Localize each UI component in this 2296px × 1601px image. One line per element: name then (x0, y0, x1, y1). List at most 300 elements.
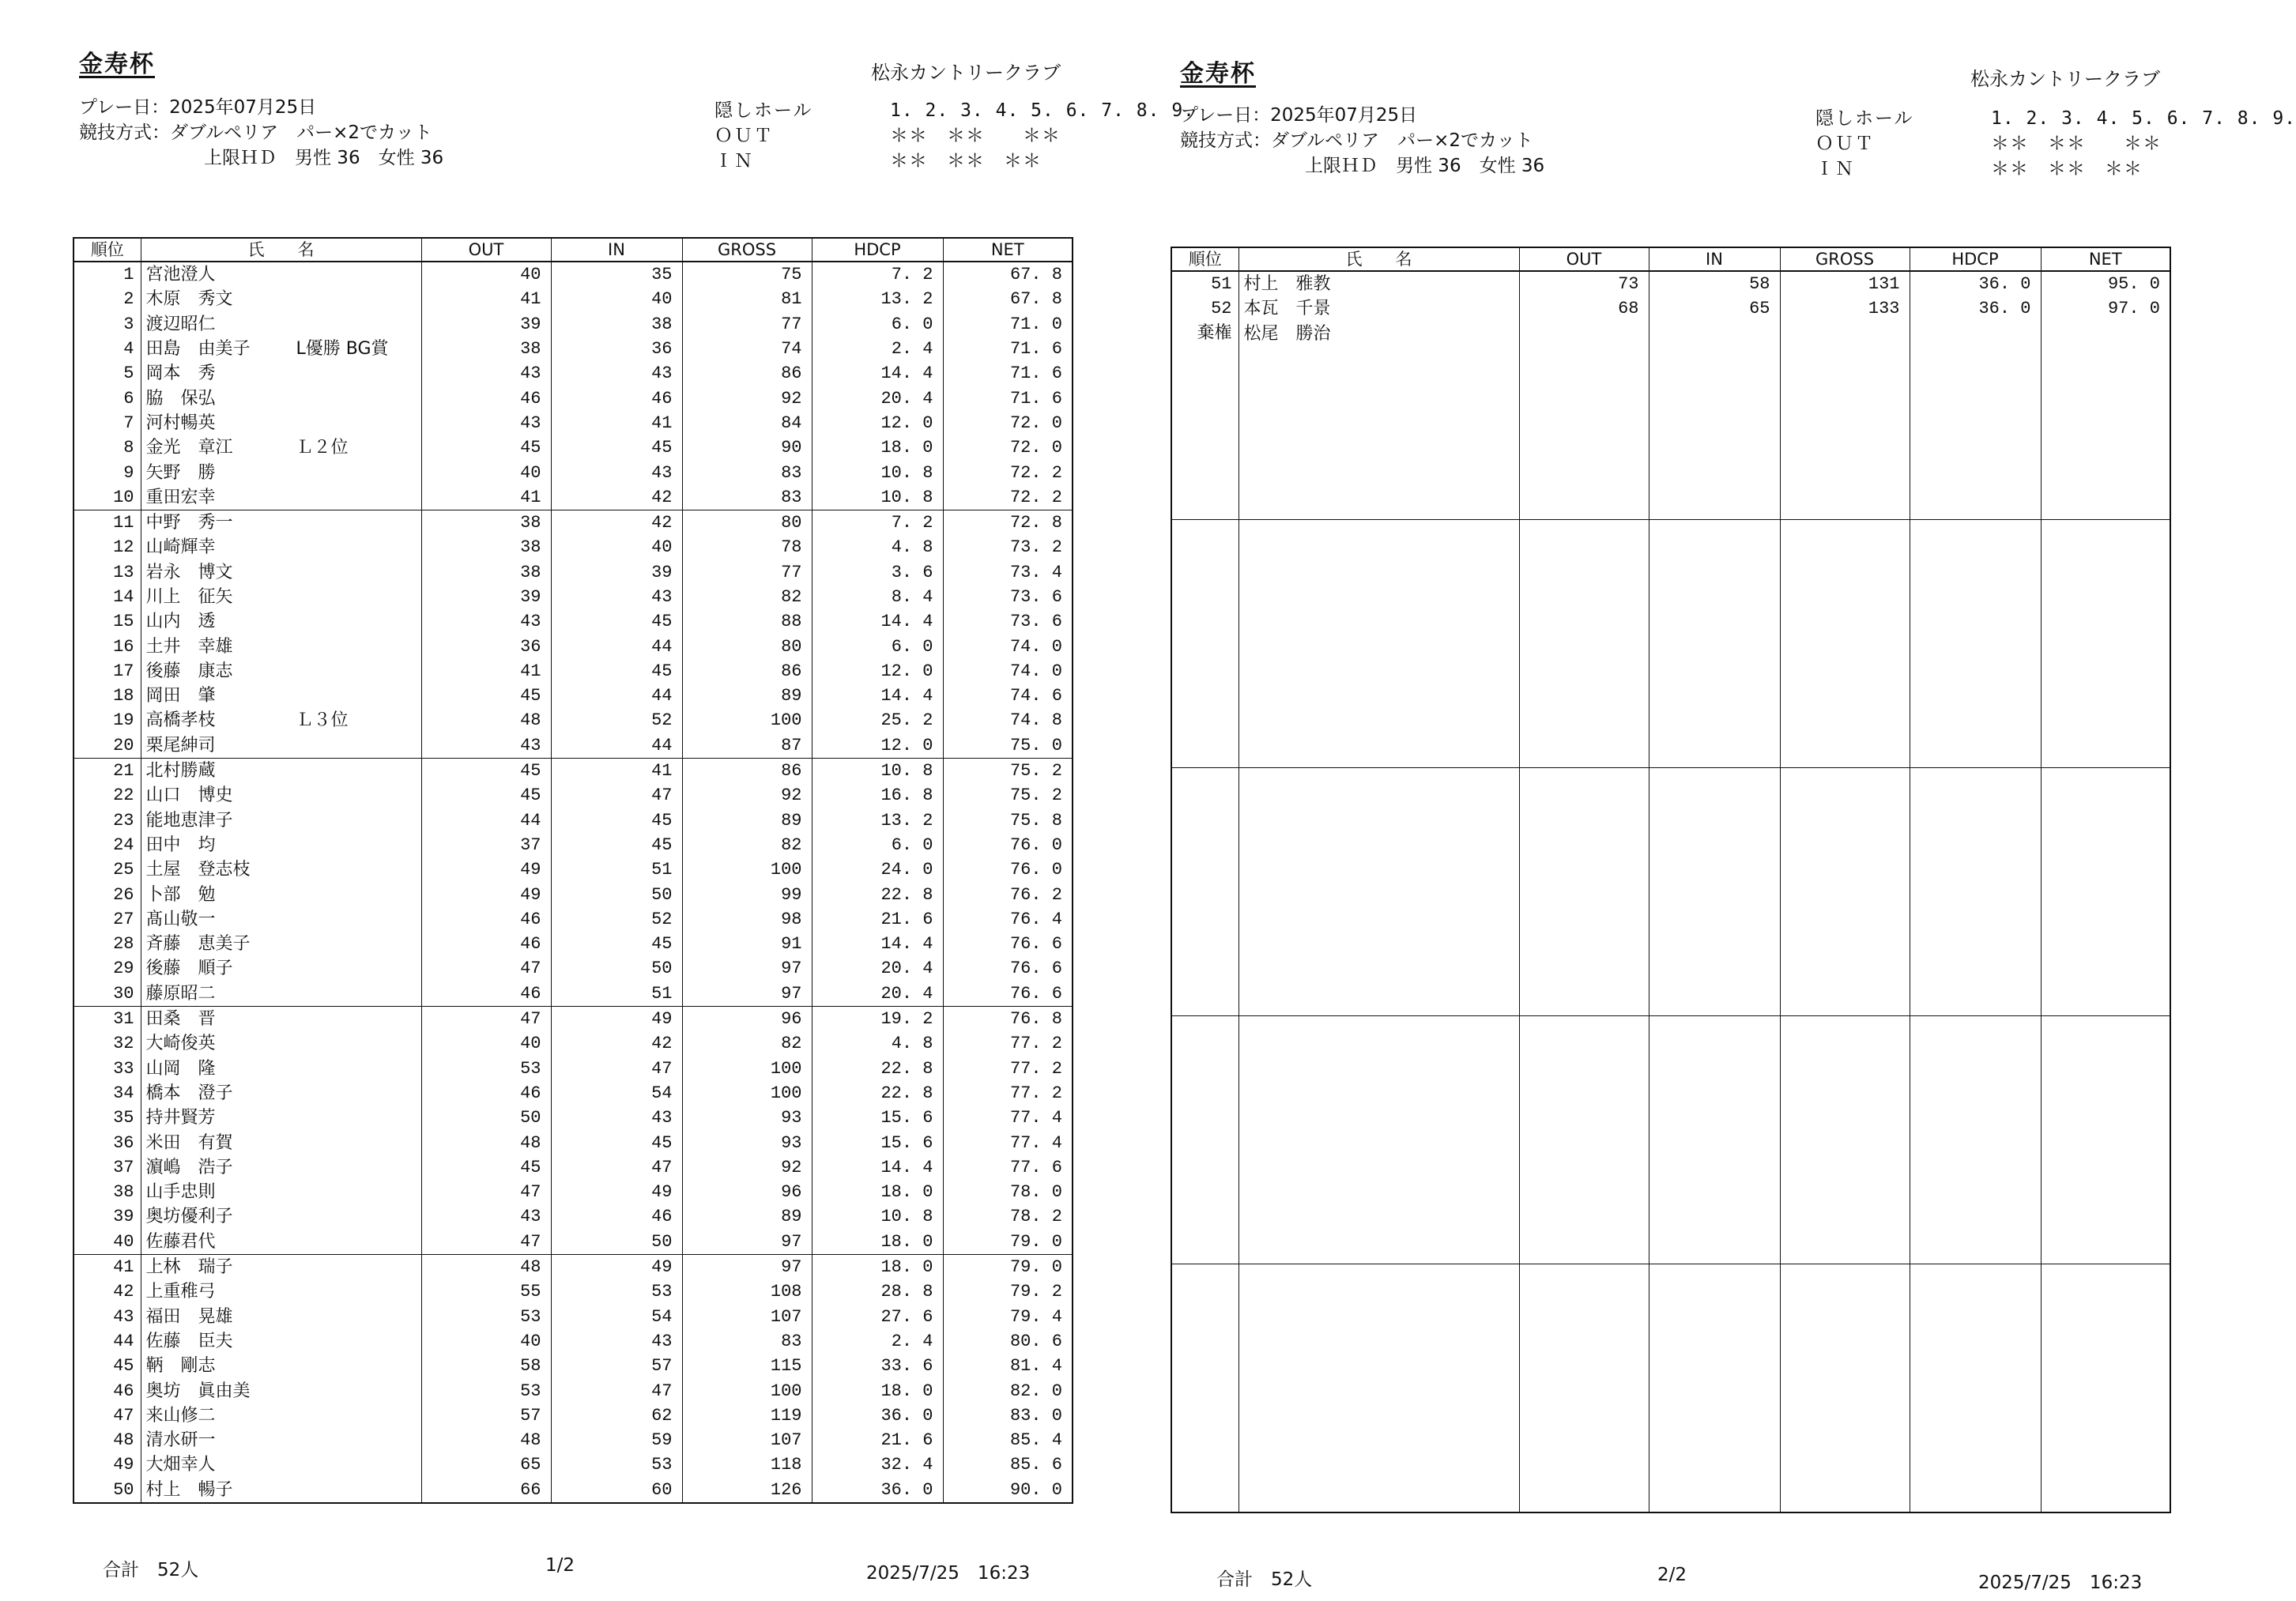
in-cell: 35 (551, 262, 682, 287)
in-cell (1649, 322, 1780, 346)
rank-cell (1171, 1363, 1238, 1388)
gross-cell (1780, 1363, 1910, 1388)
name-cell (141, 1031, 421, 1056)
table-row (1171, 271, 2170, 296)
in-cell (1649, 1015, 1780, 1041)
hdcp-cell: 27. 6 (812, 1304, 943, 1328)
rank-cell: 3 (74, 312, 141, 337)
rank-cell: 29 (74, 956, 141, 981)
table-row (1171, 1487, 2170, 1512)
in-cell: 52 (551, 708, 682, 733)
player-name: 大畑幸人 (145, 1455, 216, 1475)
name-cell (1238, 1313, 1519, 1338)
table-row (1171, 296, 2170, 321)
hidden-in-label: ＩＮ (1815, 159, 1855, 179)
hdcp-cell: 2. 4 (812, 337, 943, 361)
table-row (1171, 718, 2170, 742)
table-row (1171, 1015, 2170, 1041)
table-row (74, 1478, 1073, 1503)
out-cell: 36 (421, 634, 551, 658)
gross-cell (1780, 594, 1910, 619)
gross-cell (1780, 469, 1910, 494)
rank-cell: 39 (74, 1204, 141, 1229)
in-cell (1649, 966, 1780, 990)
out-cell (1519, 693, 1649, 718)
table-row (74, 833, 1073, 857)
name-cell (1238, 1015, 1519, 1041)
table-row (1171, 519, 2170, 544)
player-name: 中野 秀一 (145, 513, 233, 533)
rank-cell: 46 (74, 1378, 141, 1403)
gross-cell: 90 (682, 435, 812, 460)
net-cell (2041, 594, 2170, 619)
gross-cell: 86 (682, 659, 812, 684)
table-row (1171, 1140, 2170, 1164)
table-row (74, 535, 1073, 559)
gross-cell (1780, 1091, 1910, 1115)
play-date: プレー日：2025年07月25日 (1180, 105, 1418, 126)
player-name: 川上 征矢 (145, 587, 233, 607)
gross-cell: 100 (682, 1378, 812, 1403)
table-row (1171, 842, 2170, 867)
table-row (74, 287, 1073, 311)
player-name: 大崎俊英 (145, 1034, 216, 1054)
hdcp-cell: 21. 6 (812, 1428, 943, 1452)
name-cell (1238, 271, 1519, 296)
player-name: 来山修二 (145, 1405, 216, 1426)
hidden-out-label: ＯＵＴ (714, 126, 774, 146)
out-cell: 39 (421, 312, 551, 337)
hdcp-cell (1910, 1339, 2041, 1363)
net-cell (2041, 891, 2170, 916)
net-cell (2041, 991, 2170, 1016)
table-row (1171, 1239, 2170, 1264)
in-cell: 49 (551, 1180, 682, 1204)
col-in: IN (1649, 247, 1780, 271)
player-name: 山崎輝幸 (145, 537, 216, 558)
hdcp-cell (1910, 570, 2041, 594)
in-cell (1649, 1487, 1780, 1512)
net-cell: 73. 6 (943, 585, 1073, 609)
out-cell: 45 (421, 783, 551, 808)
hdcp-cell: 8. 4 (812, 585, 943, 609)
gross-cell: 97 (682, 1254, 812, 1279)
name-cell (1238, 718, 1519, 742)
in-cell (1649, 1115, 1780, 1140)
out-cell: 57 (421, 1403, 551, 1428)
rank-cell (1171, 395, 1238, 420)
hdcp-cell (1910, 743, 2041, 768)
net-cell (2041, 793, 2170, 817)
col-hdcp: HDCP (1910, 247, 2041, 271)
hdcp-cell (1910, 693, 2041, 718)
award-label: Ｌ３位 (296, 710, 349, 731)
table-row (74, 585, 1073, 609)
hdcp-cell (1910, 1140, 2041, 1164)
gross-cell: 83 (682, 460, 812, 484)
net-cell: 77. 4 (943, 1130, 1073, 1155)
rank-cell: 13 (74, 560, 141, 585)
player-name: 斉藤 恵美子 (145, 934, 251, 955)
hdcp-cell (1910, 1413, 2041, 1437)
gross-cell (1780, 322, 1910, 346)
in-cell (1649, 1214, 1780, 1238)
net-cell: 72. 2 (943, 460, 1073, 484)
table-row (74, 1428, 1073, 1452)
in-cell: 44 (551, 634, 682, 658)
name-cell (141, 758, 421, 783)
gross-cell (1780, 991, 1910, 1016)
name-cell (141, 1254, 421, 1279)
in-cell: 45 (551, 833, 682, 857)
rank-cell (1171, 1313, 1238, 1338)
name-cell (1238, 322, 1519, 346)
rank-cell (1171, 1239, 1238, 1264)
name-cell (141, 733, 421, 759)
player-name: 重田宏幸 (145, 487, 216, 507)
in-cell: 42 (551, 485, 682, 510)
net-cell (2041, 693, 2170, 718)
hdcp-cell (1910, 1115, 2041, 1140)
in-cell: 41 (551, 758, 682, 783)
table-row (1171, 1264, 2170, 1289)
hdcp-cell: 20. 4 (812, 386, 943, 410)
rank-cell: 36 (74, 1130, 141, 1155)
gross-cell: 119 (682, 1403, 812, 1428)
handicap-limit: 上限ＨＤ 男性 36 女性 36 (204, 148, 444, 168)
player-name: 本瓦 千景 (1243, 299, 1331, 319)
rank-cell: 20 (74, 733, 141, 759)
hdcp-cell: 6. 0 (812, 312, 943, 337)
hidden-out-label: ＯＵＴ (1815, 134, 1875, 154)
net-cell: 71. 6 (943, 337, 1073, 361)
player-name: 高橋孝枝 (145, 710, 216, 731)
gross-cell: 87 (682, 733, 812, 759)
player-name: 木原 秀文 (145, 289, 233, 310)
player-name: 髙山敬一 (145, 909, 216, 929)
table-row (1171, 743, 2170, 768)
play-date: プレー日：2025年07月25日 (79, 97, 317, 118)
name-cell (1238, 1462, 1519, 1486)
net-cell: 83. 0 (943, 1403, 1073, 1428)
name-cell (141, 932, 421, 956)
gross-cell (1780, 519, 1910, 544)
table-row (74, 460, 1073, 484)
out-cell (1519, 941, 1649, 966)
col-gross: GROSS (682, 238, 812, 262)
page-number: 2/2 (1657, 1565, 1687, 1585)
name-cell (1238, 1487, 1519, 1512)
player-name: 矢野 勝 (145, 462, 216, 483)
net-cell (2041, 1388, 2170, 1412)
col-rank: 順位 (74, 238, 141, 262)
hdcp-cell: 6. 0 (812, 833, 943, 857)
name-cell (1238, 1066, 1519, 1091)
hdcp-cell (1910, 917, 2041, 941)
hdcp-cell (1910, 469, 2041, 494)
table-row (1171, 1189, 2170, 1214)
in-cell (1649, 619, 1780, 643)
name-cell (1238, 445, 1519, 469)
name-cell (1238, 1363, 1519, 1388)
player-name: 能地恵津子 (145, 810, 233, 831)
name-cell (141, 386, 421, 410)
net-cell: 79. 0 (943, 1254, 1073, 1279)
table-row (74, 758, 1073, 783)
net-cell (2041, 1091, 2170, 1115)
name-cell (141, 609, 421, 634)
out-cell: 43 (421, 733, 551, 759)
table-row (74, 684, 1073, 708)
net-cell: 73. 4 (943, 560, 1073, 585)
net-cell: 76. 6 (943, 981, 1073, 1007)
net-cell: 72. 0 (943, 435, 1073, 460)
gross-cell (1780, 842, 1910, 867)
net-cell (2041, 1239, 2170, 1264)
net-cell (2041, 1066, 2170, 1091)
name-cell (1238, 1140, 1519, 1164)
in-cell (1649, 1339, 1780, 1363)
hdcp-cell: 36. 0 (812, 1403, 943, 1428)
hidden-holes-label: 隠しホール (714, 100, 813, 121)
out-cell: 43 (421, 609, 551, 634)
name-cell (1238, 818, 1519, 842)
in-cell (1649, 1189, 1780, 1214)
name-cell (1238, 495, 1519, 520)
rank-cell: 41 (74, 1254, 141, 1279)
in-cell: 47 (551, 1378, 682, 1403)
net-cell: 78. 0 (943, 1180, 1073, 1204)
rank-cell: 38 (74, 1180, 141, 1204)
in-cell (1649, 818, 1780, 842)
rank-cell: 48 (74, 1428, 141, 1452)
rank-cell (1171, 693, 1238, 718)
in-cell: 44 (551, 733, 682, 759)
net-cell (2041, 1363, 2170, 1388)
rank-cell (1171, 1041, 1238, 1065)
rank-cell (1171, 420, 1238, 445)
in-cell: 46 (551, 1204, 682, 1229)
hdcp-cell: 12. 0 (812, 733, 943, 759)
out-cell (1519, 1165, 1649, 1189)
gross-cell: 92 (682, 386, 812, 410)
rank-cell: 51 (1171, 271, 1238, 296)
table-row (74, 1354, 1073, 1378)
hdcp-cell (1910, 941, 2041, 966)
in-cell: 40 (551, 535, 682, 559)
rank-cell (1171, 1388, 1238, 1412)
gross-cell (1780, 1462, 1910, 1486)
hdcp-cell (1910, 867, 2041, 891)
table-row (1171, 891, 2170, 916)
in-cell (1649, 420, 1780, 445)
name-cell (1238, 669, 1519, 693)
rank-cell (1171, 1462, 1238, 1486)
table-row (74, 1378, 1073, 1403)
hdcp-cell (1910, 669, 2041, 693)
rank-cell: 2 (74, 287, 141, 311)
table-row (74, 1254, 1073, 1279)
gross-cell (1780, 570, 1910, 594)
gross-cell: 83 (682, 1329, 812, 1354)
in-cell (1649, 544, 1780, 569)
hdcp-cell: 13. 2 (812, 808, 943, 833)
gross-cell: 98 (682, 907, 812, 932)
out-cell: 38 (421, 535, 551, 559)
hdcp-cell: 21. 6 (812, 907, 943, 932)
name-cell (141, 1378, 421, 1403)
table-row (74, 783, 1073, 808)
name-cell (1238, 966, 1519, 990)
net-cell (2041, 718, 2170, 742)
table-row (74, 907, 1073, 932)
rank-cell (1171, 917, 1238, 941)
table-row (1171, 1289, 2170, 1313)
in-cell (1649, 743, 1780, 768)
table-row (74, 1452, 1073, 1477)
results-table (1171, 247, 2171, 1513)
name-cell (141, 1329, 421, 1354)
table-row (1171, 1388, 2170, 1412)
table-row (1171, 767, 2170, 793)
name-cell (141, 708, 421, 733)
out-cell: 37 (421, 833, 551, 857)
rank-cell: 34 (74, 1081, 141, 1106)
table-row (74, 609, 1073, 634)
rank-cell: 10 (74, 485, 141, 510)
print-timestamp: 2025/7/25 16:23 (1978, 1573, 2143, 1593)
in-cell (1649, 718, 1780, 742)
gross-cell: 100 (682, 857, 812, 882)
hdcp-cell: 22. 8 (812, 882, 943, 906)
table-row (74, 1081, 1073, 1106)
out-cell (1519, 793, 1649, 817)
club-name: 松永カントリークラブ (871, 62, 1061, 84)
hdcp-cell (1910, 1091, 2041, 1115)
table-row (1171, 1115, 2170, 1140)
net-cell: 76. 6 (943, 932, 1073, 956)
in-cell: 50 (551, 956, 682, 981)
rank-cell (1171, 767, 1238, 793)
table-row (74, 634, 1073, 658)
name-cell (141, 981, 421, 1007)
name-cell (141, 560, 421, 585)
in-cell: 46 (551, 386, 682, 410)
gross-cell: 84 (682, 411, 812, 435)
gross-cell: 107 (682, 1428, 812, 1452)
net-cell (2041, 1165, 2170, 1189)
rank-cell (1171, 519, 1238, 544)
out-cell (1519, 991, 1649, 1016)
name-cell (141, 1057, 421, 1081)
hdcp-cell: 10. 8 (812, 485, 943, 510)
hidden-holes (1815, 106, 2296, 182)
table-row (1171, 966, 2170, 990)
in-cell (1649, 693, 1780, 718)
gross-cell: 131 (1780, 271, 1910, 296)
gross-cell: 81 (682, 287, 812, 311)
out-cell (1519, 1413, 1649, 1437)
table-row (74, 932, 1073, 956)
name-cell (141, 460, 421, 484)
gross-cell (1780, 544, 1910, 569)
name-cell (1238, 1437, 1519, 1462)
name-cell (1238, 767, 1519, 793)
out-cell: 45 (421, 758, 551, 783)
out-cell (1519, 495, 1649, 520)
col-name: 氏 名 (1238, 247, 1519, 271)
hidden-in-label: ＩＮ (714, 151, 754, 171)
gross-cell (1780, 1264, 1910, 1289)
hdcp-cell: 18. 0 (812, 1254, 943, 1279)
hdcp-cell (1910, 619, 2041, 643)
in-cell (1649, 767, 1780, 793)
net-cell (2041, 1437, 2170, 1462)
gross-cell: 77 (682, 560, 812, 585)
hdcp-cell (1910, 544, 2041, 569)
rank-cell (1171, 743, 1238, 768)
player-name: 後藤 康志 (145, 661, 233, 681)
out-cell: 49 (421, 857, 551, 882)
in-cell (1649, 570, 1780, 594)
table-row (74, 485, 1073, 510)
net-cell (2041, 371, 2170, 395)
hdcp-cell: 4. 8 (812, 535, 943, 559)
net-cell (2041, 1413, 2170, 1437)
gross-cell: 118 (682, 1452, 812, 1477)
in-cell: 43 (551, 361, 682, 386)
in-cell (1649, 669, 1780, 693)
name-cell (1238, 1339, 1519, 1363)
hdcp-cell (1910, 991, 2041, 1016)
out-cell (1519, 420, 1649, 445)
player-name: 脇 保弘 (145, 388, 216, 409)
rank-cell: 8 (74, 435, 141, 460)
in-cell: 50 (551, 1230, 682, 1255)
in-cell (1649, 867, 1780, 891)
gross-cell (1780, 1239, 1910, 1264)
name-cell (141, 1006, 421, 1031)
out-cell: 53 (421, 1378, 551, 1403)
hdcp-cell: 28. 8 (812, 1279, 943, 1304)
out-cell (1519, 1091, 1649, 1115)
hdcp-cell (1910, 395, 2041, 420)
table-row (1171, 917, 2170, 941)
net-cell (2041, 1264, 2170, 1289)
player-name: 山口 博史 (145, 785, 233, 806)
out-cell (1519, 1015, 1649, 1041)
player-name: 岩永 博文 (145, 562, 233, 582)
net-cell: 77. 6 (943, 1155, 1073, 1180)
out-cell: 38 (421, 510, 551, 535)
gross-cell (1780, 445, 1910, 469)
net-cell: 76. 0 (943, 857, 1073, 882)
gross-cell: 100 (682, 708, 812, 733)
name-cell (1238, 1214, 1519, 1238)
net-cell: 75. 2 (943, 783, 1073, 808)
out-cell: 53 (421, 1304, 551, 1328)
table-row (1171, 469, 2170, 494)
hdcp-cell (1910, 594, 2041, 619)
rank-cell: 30 (74, 981, 141, 1007)
rank-cell (1171, 867, 1238, 891)
table-row (74, 981, 1073, 1007)
player-name: 田桑 晋 (145, 1009, 216, 1030)
name-cell (1238, 1239, 1519, 1264)
name-cell (141, 808, 421, 833)
table-row (74, 882, 1073, 906)
table-row (74, 361, 1073, 386)
